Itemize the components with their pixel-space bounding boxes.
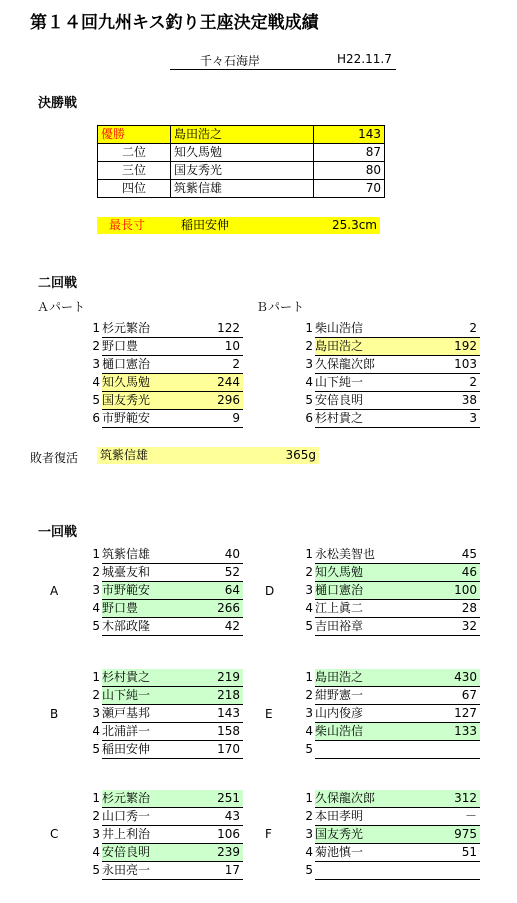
player-score: 17	[187, 862, 243, 880]
row-number: 2	[305, 565, 313, 579]
part-b-row	[298, 374, 480, 392]
final-row	[98, 162, 385, 180]
group-row	[85, 618, 243, 636]
row-number: 5	[305, 393, 313, 407]
player-score: 46	[404, 564, 480, 582]
row-number: 4	[92, 724, 100, 738]
player-name: 永田亮一	[102, 862, 187, 880]
player-name: 市野範安	[102, 582, 187, 600]
player-score: 244	[187, 374, 243, 392]
player-score: 43	[187, 808, 243, 826]
first-heading: 一回戦	[38, 525, 78, 540]
final-score: 143	[314, 126, 385, 144]
player-score: 52	[187, 564, 243, 582]
row-number: 5	[92, 863, 100, 877]
longest-fish-row	[97, 217, 380, 234]
player-name: 知久馬勉	[315, 564, 404, 582]
part-b-row	[298, 338, 480, 356]
player-score: 28	[404, 600, 480, 618]
row-number: 2	[305, 809, 313, 823]
group-b-table	[85, 669, 243, 759]
row-number: 1	[305, 791, 313, 806]
row-number: 5	[305, 863, 313, 877]
row-number: 3	[92, 357, 100, 371]
final-rank: 三位	[98, 162, 171, 180]
row-number: 2	[92, 809, 100, 823]
player-name: 柴山浩信	[315, 723, 404, 741]
row-number: 1	[305, 547, 313, 562]
group-row	[85, 723, 243, 741]
row-number: 4	[305, 601, 313, 615]
player-score	[404, 741, 480, 759]
player-score: 42	[187, 618, 243, 636]
group-row	[298, 862, 480, 880]
final-row	[98, 144, 385, 162]
group-row	[85, 790, 243, 808]
player-name: 城臺友和	[102, 564, 187, 582]
row-number: 4	[305, 845, 313, 859]
final-table	[97, 125, 385, 198]
row-number: 4	[92, 845, 100, 859]
player-score: 219	[187, 669, 243, 687]
player-score: 51	[404, 844, 480, 862]
header-underline	[170, 69, 396, 70]
row-number: 4	[92, 375, 100, 389]
player-name: 知久馬勉	[102, 374, 187, 392]
group-row	[298, 741, 480, 759]
group-row	[85, 705, 243, 723]
player-score: 32	[404, 618, 480, 636]
row-number: 5	[92, 619, 100, 633]
part-a-row	[85, 320, 243, 338]
part-a-label: Ａパート	[37, 300, 86, 314]
final-row	[98, 126, 385, 144]
row-number: 2	[92, 688, 100, 702]
player-score: 103	[404, 356, 480, 374]
final-score: 80	[314, 162, 385, 180]
longest-name: 稲田安伸	[178, 217, 304, 234]
row-number: 1	[92, 791, 100, 806]
group-row	[85, 741, 243, 759]
group-d-label: D	[265, 584, 275, 598]
row-number: 2	[305, 688, 313, 702]
group-row	[85, 862, 243, 880]
group-row	[298, 826, 480, 844]
player-name: 瀬戸基邦	[102, 705, 187, 723]
player-score: 127	[404, 705, 480, 723]
player-name	[315, 741, 404, 759]
group-row	[298, 546, 480, 564]
player-score: 266	[187, 600, 243, 618]
revival-score: 365g	[263, 447, 319, 464]
group-row	[298, 669, 480, 687]
final-heading: 決勝戦	[38, 96, 78, 111]
row-number: 3	[305, 583, 313, 597]
page-title: 第１４回九州キス釣り王座決定戦成績	[30, 13, 319, 33]
revival-name: 筑紫信雄	[97, 447, 263, 464]
player-score: 106	[187, 826, 243, 844]
player-name: 柴山浩信	[315, 320, 404, 338]
group-row	[298, 808, 480, 826]
player-score: 2	[404, 374, 480, 392]
row-number: 3	[305, 357, 313, 371]
final-name: 国友秀光	[171, 162, 314, 180]
player-name: 紺野憲一	[315, 687, 404, 705]
final-name: 島田浩之	[171, 126, 314, 144]
row-number: 5	[305, 742, 313, 756]
group-f-label: F	[265, 827, 272, 841]
part-b-row	[298, 410, 480, 428]
player-score: 251	[187, 790, 243, 808]
group-e-table	[298, 669, 480, 759]
row-number: 3	[92, 827, 100, 841]
player-name: 国友秀光	[102, 392, 187, 410]
player-name: 島田浩之	[315, 669, 404, 687]
player-score: 10	[187, 338, 243, 356]
group-row	[85, 546, 243, 564]
group-b-label: B	[50, 707, 59, 721]
player-name: 島田浩之	[315, 338, 404, 356]
player-name: 野口豊	[102, 600, 187, 618]
player-score: 158	[187, 723, 243, 741]
part-b-row	[298, 356, 480, 374]
final-score: 87	[314, 144, 385, 162]
player-score: 67	[404, 687, 480, 705]
player-name: 木部政隆	[102, 618, 187, 636]
player-score: 9	[187, 410, 243, 428]
part-b-table	[298, 320, 480, 428]
part-a-row	[85, 338, 243, 356]
group-row	[85, 826, 243, 844]
final-rank: 二位	[98, 144, 171, 162]
row-number: 4	[305, 375, 313, 389]
group-row	[85, 582, 243, 600]
revival-row	[97, 447, 319, 464]
part-b-label: Ｂパート	[256, 300, 305, 314]
player-score: 2	[187, 356, 243, 374]
player-name: 安倍良明	[102, 844, 187, 862]
row-number: 6	[92, 411, 100, 425]
row-number: 5	[92, 393, 100, 407]
group-e-label: E	[265, 707, 273, 721]
group-row	[85, 844, 243, 862]
player-name: 樋口憲治	[315, 582, 404, 600]
player-score: 239	[187, 844, 243, 862]
player-score: 218	[187, 687, 243, 705]
group-row	[298, 790, 480, 808]
group-row	[85, 564, 243, 582]
player-name: 菊池慎一	[315, 844, 404, 862]
player-score: 143	[187, 705, 243, 723]
row-number: 3	[92, 706, 100, 720]
group-row	[298, 723, 480, 741]
group-row	[85, 808, 243, 826]
player-name: 市野範安	[102, 410, 187, 428]
row-number: 1	[92, 670, 100, 685]
player-score: 975	[404, 826, 480, 844]
part-a-table	[85, 320, 243, 428]
row-number: 1	[92, 547, 100, 562]
part-a-row	[85, 356, 243, 374]
row-number: 6	[305, 411, 313, 425]
final-row	[98, 180, 385, 198]
longest-label: 最長寸	[97, 217, 178, 234]
final-score: 70	[314, 180, 385, 198]
player-name: 本田孝明	[315, 808, 404, 826]
player-score: 430	[404, 669, 480, 687]
player-score: 100	[404, 582, 480, 600]
row-number: 1	[305, 670, 313, 685]
group-row	[298, 600, 480, 618]
row-number: 5	[92, 742, 100, 756]
part-a-row	[85, 410, 243, 428]
location-label: 千々石海岸	[200, 54, 261, 68]
group-row	[298, 844, 480, 862]
group-row	[85, 669, 243, 687]
row-number: 1	[92, 321, 100, 336]
player-score: 64	[187, 582, 243, 600]
player-name: 久保龍次郎	[315, 790, 404, 808]
final-rank: 優勝	[98, 126, 171, 144]
part-a-row	[85, 392, 243, 410]
player-name: 安倍良明	[315, 392, 404, 410]
final-name: 知久馬勉	[171, 144, 314, 162]
player-score: 40	[187, 546, 243, 564]
player-name: 山下純一	[315, 374, 404, 392]
group-c-table	[85, 790, 243, 880]
player-score: 133	[404, 723, 480, 741]
player-score: 2	[404, 320, 480, 338]
group-row	[298, 705, 480, 723]
player-name: 吉田裕章	[315, 618, 404, 636]
player-name: 永松美智也	[315, 546, 404, 564]
player-score: 312	[404, 790, 480, 808]
group-row	[85, 687, 243, 705]
row-number: 2	[305, 339, 313, 353]
player-score: 3	[404, 410, 480, 428]
player-score: 170	[187, 741, 243, 759]
player-score: 38	[404, 392, 480, 410]
row-number: 3	[92, 583, 100, 597]
player-name: 樋口憲治	[102, 356, 187, 374]
row-number: 3	[305, 827, 313, 841]
group-a-table	[85, 546, 243, 636]
row-number: 3	[305, 706, 313, 720]
date-label: H22.11.7	[337, 52, 392, 66]
revival-label: 敗者復活	[30, 451, 79, 465]
group-d-table	[298, 546, 480, 636]
group-f-table	[298, 790, 480, 880]
row-number: 4	[305, 724, 313, 738]
group-row	[298, 564, 480, 582]
group-a-label: A	[50, 584, 59, 598]
final-rank: 四位	[98, 180, 171, 198]
part-b-row	[298, 320, 480, 338]
player-name: 北浦詳一	[102, 723, 187, 741]
row-number: 5	[305, 619, 313, 633]
final-name: 筑紫信雄	[171, 180, 314, 198]
longest-size: 25.3cm	[304, 217, 380, 234]
player-name: 国友秀光	[315, 826, 404, 844]
group-row	[298, 687, 480, 705]
group-row	[85, 600, 243, 618]
row-number: 1	[305, 321, 313, 336]
player-name: 江上眞二	[315, 600, 404, 618]
group-row	[298, 582, 480, 600]
player-name: 山下純一	[102, 687, 187, 705]
player-name: 山口秀一	[102, 808, 187, 826]
player-score: 296	[187, 392, 243, 410]
player-score: 45	[404, 546, 480, 564]
player-score: －	[404, 808, 480, 826]
player-name: 山内俊彦	[315, 705, 404, 723]
player-name: 杉村貴之	[315, 410, 404, 428]
part-b-row	[298, 392, 480, 410]
group-c-label: C	[50, 827, 59, 841]
group-row	[298, 618, 480, 636]
row-number: 4	[92, 601, 100, 615]
player-score	[404, 862, 480, 880]
player-name: 稲田安伸	[102, 741, 187, 759]
player-name	[315, 862, 404, 880]
row-number: 2	[92, 565, 100, 579]
player-score: 192	[404, 338, 480, 356]
part-a-row	[85, 374, 243, 392]
second-heading: 二回戦	[38, 276, 78, 291]
player-name: 筑紫信雄	[102, 546, 187, 564]
player-name: 久保龍次郎	[315, 356, 404, 374]
player-score: 122	[187, 320, 243, 338]
player-name: 杉元繁治	[102, 320, 187, 338]
row-number: 2	[92, 339, 100, 353]
player-name: 井上利治	[102, 826, 187, 844]
player-name: 杉元繁治	[102, 790, 187, 808]
player-name: 野口豊	[102, 338, 187, 356]
player-name: 杉村貴之	[102, 669, 187, 687]
